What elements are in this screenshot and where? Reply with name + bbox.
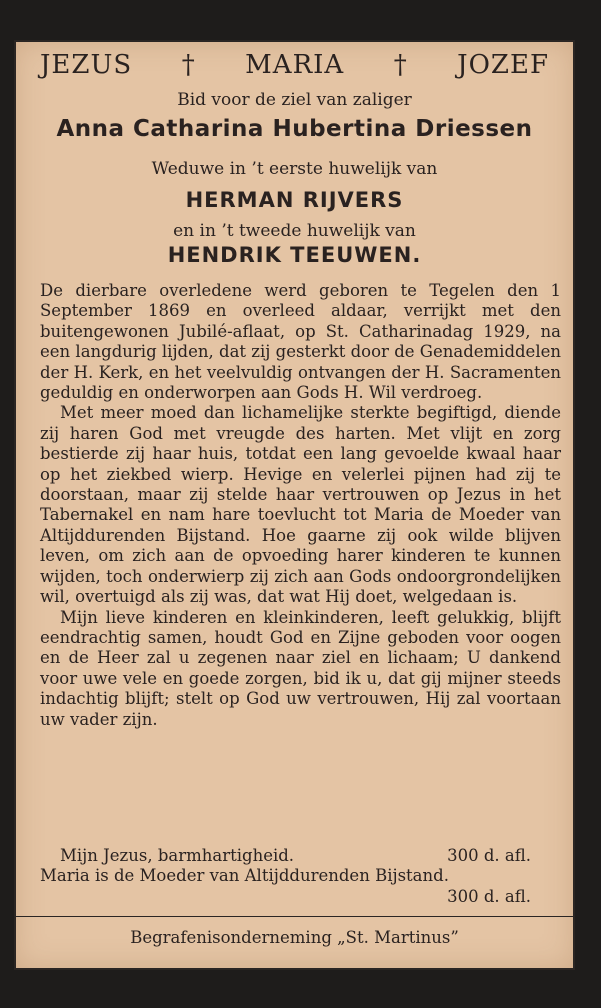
header-word-jezus: JEZUS <box>40 50 133 80</box>
indulgence-prayer: Mijn Jezus, barmhartigheid. <box>60 846 295 865</box>
biography-text <box>40 281 561 730</box>
deceased-name: Anna Catharina Hubertina Driessen <box>56 116 533 142</box>
footer-divider <box>14 916 575 917</box>
card-paper <box>14 40 575 970</box>
indulgence-row <box>40 846 561 866</box>
paragraph-biography: De dierbare overledene werd geboren te Tegelen den 1 September 1869 en overleed aldaar, verrijkt met den buitengewonen Jubilé-aflaat, op St. Catharinadag 1929, na een langdurig lijden, dat zij gesterkt door de Genademiddelen der H. Kerk, en het veelvuldig ontvangen der H. Sacramenten geduldig en onderworpen aan Gods H. Wil verdroeg. <box>40 281 561 403</box>
second-marriage-line: en in ’t tweede huwelijk van <box>173 221 416 241</box>
first-marriage-line: Weduwe in ’t eerste huwelijk van <box>151 159 438 179</box>
cross-icon: † <box>393 50 408 80</box>
paragraph-character: Met meer moed dan lichamelijke sterkte begiftigd, diende zij haren God met vreugde des harten. Met vlijt en zorg bestierde zij haar huis, totdat een lang gevoelde kwaal haar op het ziekbed wierp. Hevige en velerlei pijnen had zij te doorstaan, maar zij stelde haar vertrouwen op Jezus in het Tabernakel en nam hare toevlucht tot Maria de Moeder van Altijddurenden Bijstand. Hoe gaarne zij ook wilde blijven leven, om zich aan de opvoeding harer kinderen te kunnen wijden, toch onderwierp zij zich aan Gods ondoorgrondelijken wil, overtuigd als zij was, dat wat Hij doet, welgedaan is. <box>40 403 561 607</box>
first-husband-name: HERMAN RIJVERS <box>185 188 404 212</box>
indulgence-prayer: Maria is de Moeder van Altijddurenden Bijstand. <box>40 866 449 886</box>
second-husband-name: HENDRIK TEEUWEN. <box>167 243 422 267</box>
header-word-jozef: JOZEF <box>457 50 549 80</box>
indulgence-row <box>40 866 561 886</box>
indulgence-row <box>40 887 561 907</box>
funeral-home: Begrafenisonderneming „St. Martinus” <box>130 928 459 947</box>
paragraph-farewell: Mijn lieve kinderen en kleinkinderen, leeft gelukkig, blijft eendrachtig samen, houdt God en Zijne geboden voor oogen en de Heer zal u zegenen naar ziel en lichaam; U dankend voor uwe vele en goede zorgen, bid ik u, dat gij mijner steeds indachtig blijft; stelt op God uw vertrouwen, Hij zal voortaan uw vader zijn. <box>40 607 561 729</box>
header-word-maria: MARIA <box>245 50 345 80</box>
header-invocation <box>40 50 549 80</box>
intro-line: Bid voor de ziel van zaliger <box>177 90 412 110</box>
indulgence-days: 300 d. afl. <box>447 886 531 906</box>
indulgence-days: 300 d. afl. <box>447 846 531 865</box>
cross-icon: † <box>181 50 196 80</box>
indulgence-list <box>40 846 561 907</box>
